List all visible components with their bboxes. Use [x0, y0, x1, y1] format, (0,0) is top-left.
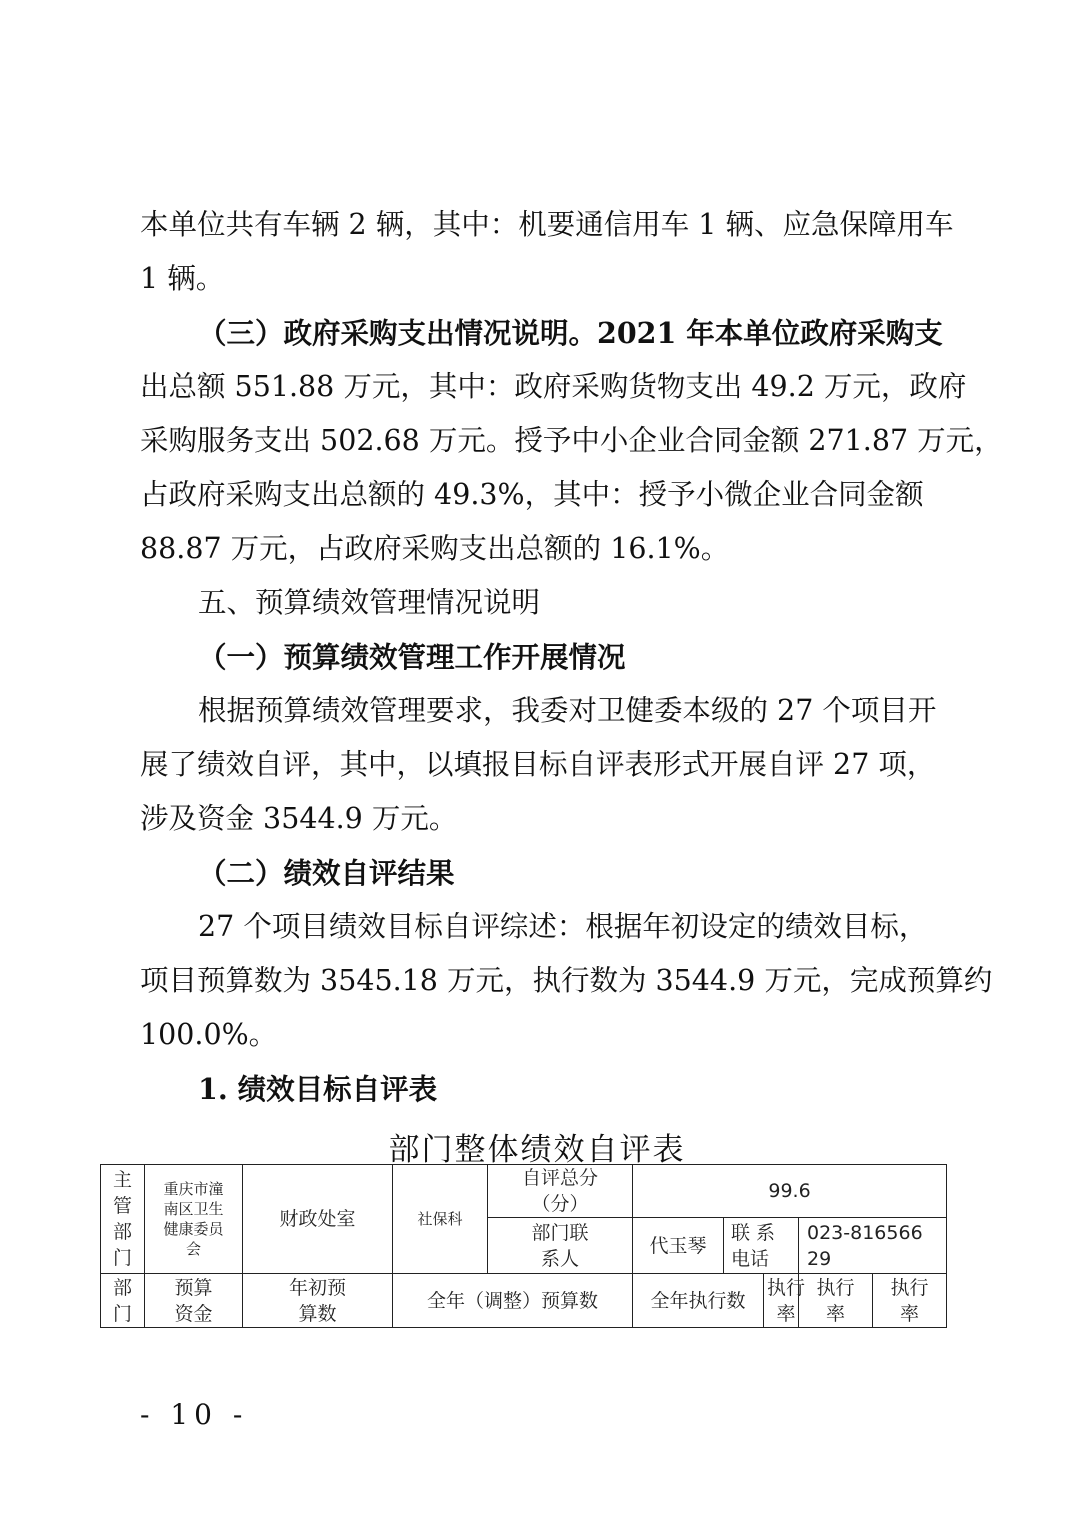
- table-cell-budget-funds-label: 预算资金: [145, 1274, 243, 1328]
- para-one-line-2: 展了绩效自评，其中，以填报目标自评表形式开展自评 27 项，: [140, 748, 936, 781]
- para-one-line-1: 根据预算绩效管理要求，我委对卫健委本级的 27 个项目开: [198, 694, 937, 727]
- table-cell-self-score-label: 自评总分（分）: [488, 1165, 633, 1218]
- para-two-line-1: 27 个项目绩效目标自评综述：根据年初设定的绩效目标，: [198, 910, 928, 943]
- table-title: 部门整体绩效自评表: [388, 1132, 686, 1168]
- table-cell-self-score-value: 99.6: [633, 1165, 947, 1218]
- table-cell-contact-person-label: 部门联系人: [488, 1218, 633, 1274]
- table-cell-annual-execution-label: 全年执行数: [633, 1274, 764, 1328]
- body-line-7: 88.87 万元，占政府采购支出总额的 16.1%。: [140, 532, 730, 565]
- subsection-one-heading: （一）预算绩效管理工作开展情况: [198, 640, 626, 674]
- para-two-line-3: 100.0%。: [140, 1018, 278, 1051]
- table-cell-contact-person-name: 代玉琴: [633, 1218, 724, 1274]
- table-cell-adjusted-budget-label: 全年（调整）预算数: [393, 1274, 633, 1328]
- table-cell-phone-label: 联 系电话: [724, 1218, 799, 1274]
- table-cell-execution-rate-3: 执行率: [873, 1274, 947, 1328]
- body-line-3-text: （三）政府采购支出情况说明。2021 年本单位政府采购支: [198, 316, 943, 350]
- para-two-line-2: 项目预算数为 3545.18 万元，执行数为 3544.9 万元，完成预算约: [140, 964, 993, 997]
- subsection-two-heading: （二）绩效自评结果: [198, 856, 455, 890]
- body-line-2: 1 辆。: [140, 262, 225, 295]
- table-cell-phone-value: 023-81656629: [799, 1218, 947, 1274]
- body-line-6: 占政府采购支出总额的 49.3%，其中：授予小微企业合同金额: [140, 478, 924, 511]
- para-one-line-3: 涉及资金 3544.9 万元。: [140, 802, 458, 835]
- body-line-1: 本单位共有车辆 2 辆，其中：机要通信用车 1 辆、应急保障用车: [140, 208, 954, 241]
- body-line-5: 采购服务支出 502.68 万元。授予中小企业合同金额 271.87 万元，: [140, 424, 1003, 457]
- body-line-3: [198, 316, 943, 351]
- table-cell-execution-rate-2: 执行率: [799, 1274, 873, 1328]
- table-cell-dept-name: 重庆市潼南区卫生健康委员会: [145, 1165, 243, 1274]
- table-cell-social-security-section: 社保科: [393, 1165, 488, 1274]
- body-line-4: 出总额 551.88 万元，其中：政府采购货物支出 49.2 万元，政府: [140, 370, 967, 403]
- page-number: - 10 -: [140, 1398, 249, 1431]
- table-cell-execution-rate-1: 执行率: [764, 1274, 799, 1328]
- performance-table: [100, 1164, 947, 1328]
- table-cell-department-label: 部门: [101, 1274, 145, 1328]
- table-cell-supervising-dept-label: 主管部门: [101, 1165, 145, 1274]
- item-heading: 1. 绩效目标自评表: [198, 1072, 438, 1106]
- table-cell-initial-budget-label: 年初预算数: [243, 1274, 393, 1328]
- table-cell-finance-office-label: 财政处室: [243, 1165, 393, 1274]
- section-five-heading: 五、预算绩效管理情况说明: [198, 586, 541, 619]
